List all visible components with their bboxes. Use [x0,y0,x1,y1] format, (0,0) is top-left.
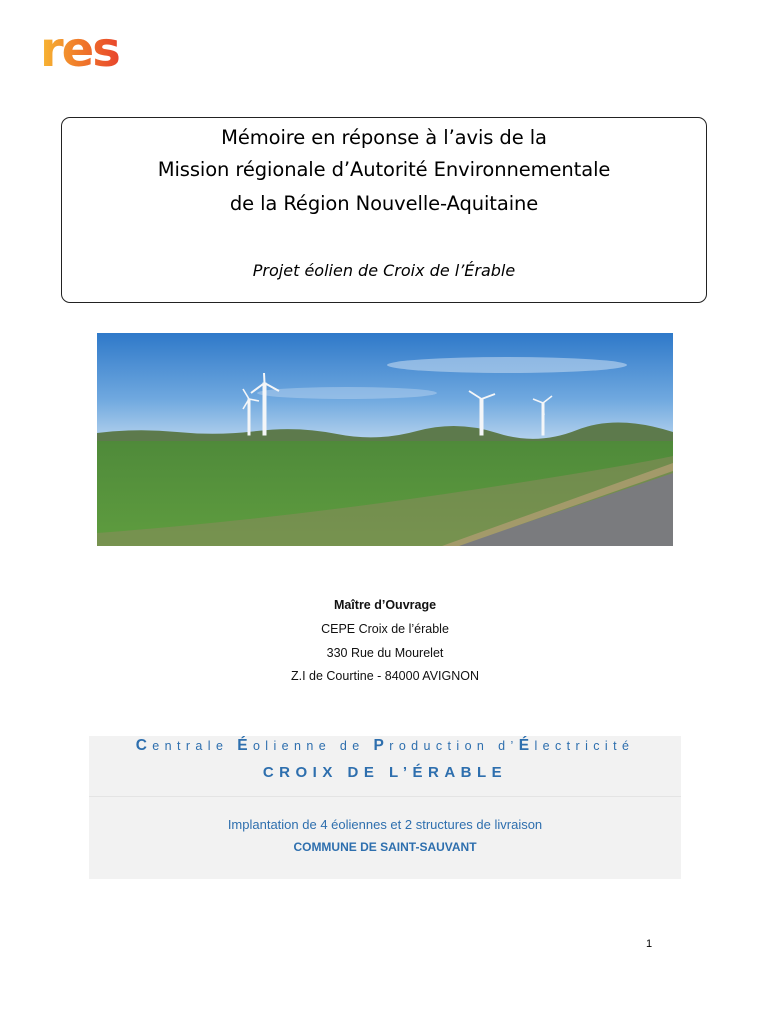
svg-text:res: res [40,26,119,72]
band-word-1-cap: C [135,737,153,754]
band-word-2-cap: É [237,737,253,754]
wind-farm-photo [97,333,673,546]
band-project-name: CROIX DE L’ÉRABLE [262,764,508,781]
band-divider [89,796,681,797]
owner-street: 330 Rue du Mourelet [326,646,444,660]
band-word-4-rest: lectricité [534,739,635,753]
project-band [89,736,681,879]
page-number: 1 [646,938,653,950]
title-line-2: Mission régionale d’Autorité Environnementale [157,158,611,181]
band-commune: COMMUNE DE SAINT-SAUVANT [293,840,477,854]
band-word-2-rest: olienne de [252,739,374,753]
band-word-1-rest: entrale [152,739,238,753]
res-logo [40,26,140,72]
band-centrale-line [89,737,681,755]
band-implantation: Implantation de 4 éoliennes et 2 structures de livraison [227,817,543,832]
owner-city: Z.I de Courtine - 84000 AVIGNON [290,669,480,683]
project-subtitle: Projet éolien de Croix de l’Érable [252,261,516,280]
band-word-4-cap: É [518,737,535,754]
owner-heading: Maître d’Ouvrage [333,598,437,612]
title-box [61,117,707,303]
owner-name: CEPE Croix de l’érable [321,622,449,636]
band-word-3-cap: P [373,737,390,754]
title-line-3: de la Région Nouvelle-Aquitaine [229,192,539,215]
title-line-1: Mémoire en réponse à l’avis de la [221,126,547,149]
band-word-3-rest: roduction d’ [389,739,519,753]
